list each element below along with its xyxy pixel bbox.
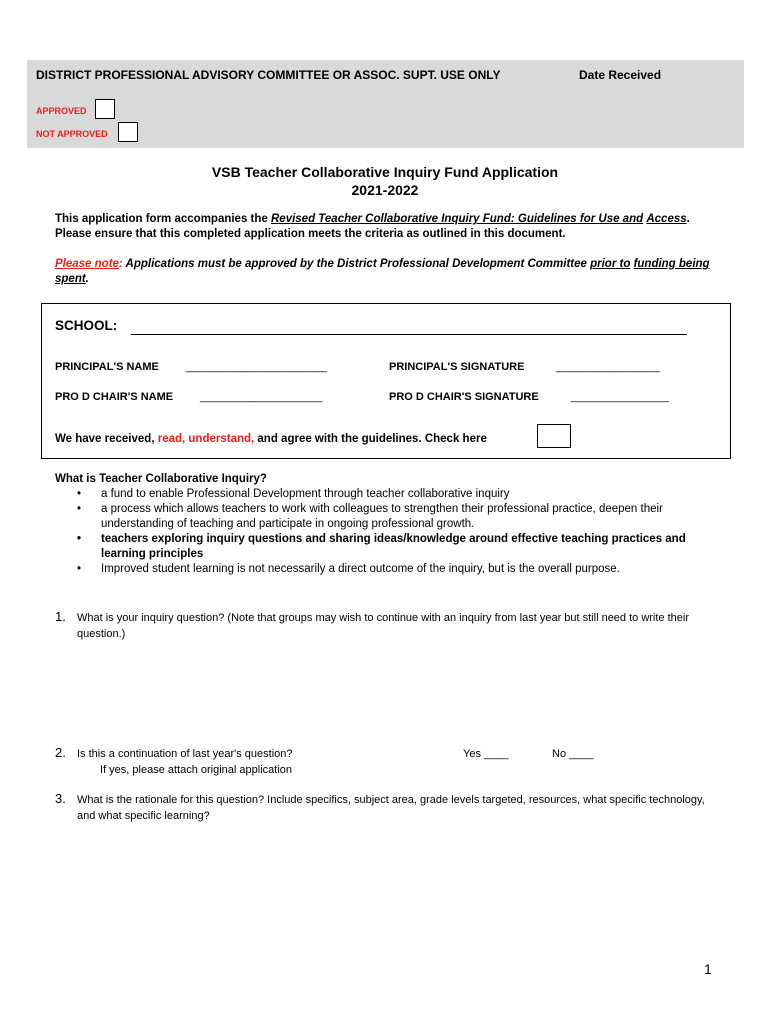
principal-signature-label: PRINCIPAL'S SIGNATURE <box>389 361 525 373</box>
intro-suffix: . Please ensure that this completed application meets the criteria as outlined in this document. <box>55 213 690 240</box>
intro-prefix: This application form accompanies the <box>55 213 271 225</box>
please-note-funding: funding being spent <box>55 258 710 285</box>
date-received-label: Date Received <box>579 68 662 82</box>
list-item: • teachers exploring inquiry questions and sharing ideas/knowledge around effective teaching practices and learning principles <box>55 532 725 562</box>
please-note-end: . <box>85 273 89 285</box>
guidelines-doc-title: Revised Teacher Collaborative Inquiry Fund: Guidelines for Use and <box>271 213 644 225</box>
question-3-number: 3. <box>55 791 66 806</box>
what-is-heading: What is Teacher Collaborative Inquiry? <box>55 473 267 485</box>
question-1-number: 1. <box>55 609 66 624</box>
question-3-text: What is the rationale for this question? Include specifics, subject area, grade levels targeted, resources, what specific technology, and what specific learning? <box>77 794 705 822</box>
question-1-text: What is your inquiry question? (Note that groups may wish to continue with an inquiry from last year but still need to write their question.) <box>77 612 690 640</box>
school-field[interactable] <box>131 318 687 335</box>
not-approved-checkbox[interactable] <box>118 122 138 142</box>
not-approved-label: NOT APPROVED <box>36 129 108 139</box>
question-2-text: Is this a continuation of last year's question? <box>77 748 293 760</box>
admin-use-heading: DISTRICT PROFESSIONAL ADVISORY COMMITTEE OR ASSOC. SUPT. USE ONLY <box>36 68 501 82</box>
school-label: SCHOOL: <box>55 318 118 333</box>
principal-name-field[interactable]: _______________________ <box>186 361 327 373</box>
ack-prefix: We have received, <box>55 433 158 445</box>
check-here-checkbox[interactable] <box>537 424 571 448</box>
please-note-prior-to: prior to <box>590 258 631 270</box>
page-number: 1 <box>704 961 712 977</box>
ack-red-text: read, understand, <box>157 433 255 445</box>
approved-checkbox[interactable] <box>95 99 115 119</box>
list-item: • Improved student learning is not necessarily a direct outcome of the inquiry, but is the overall purpose. <box>55 562 725 577</box>
approved-label: APPROVED <box>36 106 87 116</box>
list-item: • a fund to enable Professional Development through teacher collaborative inquiry <box>55 487 725 502</box>
intro-paragraph <box>55 212 715 242</box>
please-note-label: Please note <box>55 258 119 270</box>
question-2-yes-field[interactable]: Yes ____ <box>463 748 509 760</box>
form-title: VSB Teacher Collaborative Inquiry Fund Application <box>211 164 559 180</box>
what-is-bullet-list <box>55 487 725 577</box>
please-note-colon: : <box>118 258 123 270</box>
prod-chair-name-field[interactable]: ____________________ <box>200 391 323 403</box>
question-2-number: 2. <box>55 745 66 760</box>
please-note-text: Applications must be approved by the District Professional Development Committee <box>122 258 591 270</box>
form-year: 2021-2022 <box>351 182 419 198</box>
admin-use-box <box>27 60 744 148</box>
school-signature-box <box>41 303 731 459</box>
acknowledgement-text <box>55 433 487 445</box>
principal-name-label: PRINCIPAL'S NAME <box>55 361 159 373</box>
ack-suffix: and agree with the guidelines. Check here <box>254 433 487 445</box>
prod-chair-name-label: PRO D CHAIR'S NAME <box>55 391 174 403</box>
prod-chair-signature-field[interactable]: ________________ <box>571 391 669 403</box>
what-is-section <box>55 472 725 577</box>
guidelines-doc-title-cont: Access <box>646 213 687 225</box>
question-2-subtext: If yes, please attach original application <box>100 764 293 776</box>
list-item: • a process which allows teachers to work with colleagues to strengthen their professional practice, deepen their understanding of teaching and participate in ongoing professional growth. <box>55 502 725 532</box>
prod-chair-signature-label: PRO D CHAIR'S SIGNATURE <box>389 391 539 403</box>
principal-signature-field[interactable]: _________________ <box>556 361 661 373</box>
question-2-no-field[interactable]: No ____ <box>552 748 594 760</box>
please-note-paragraph <box>55 257 715 287</box>
